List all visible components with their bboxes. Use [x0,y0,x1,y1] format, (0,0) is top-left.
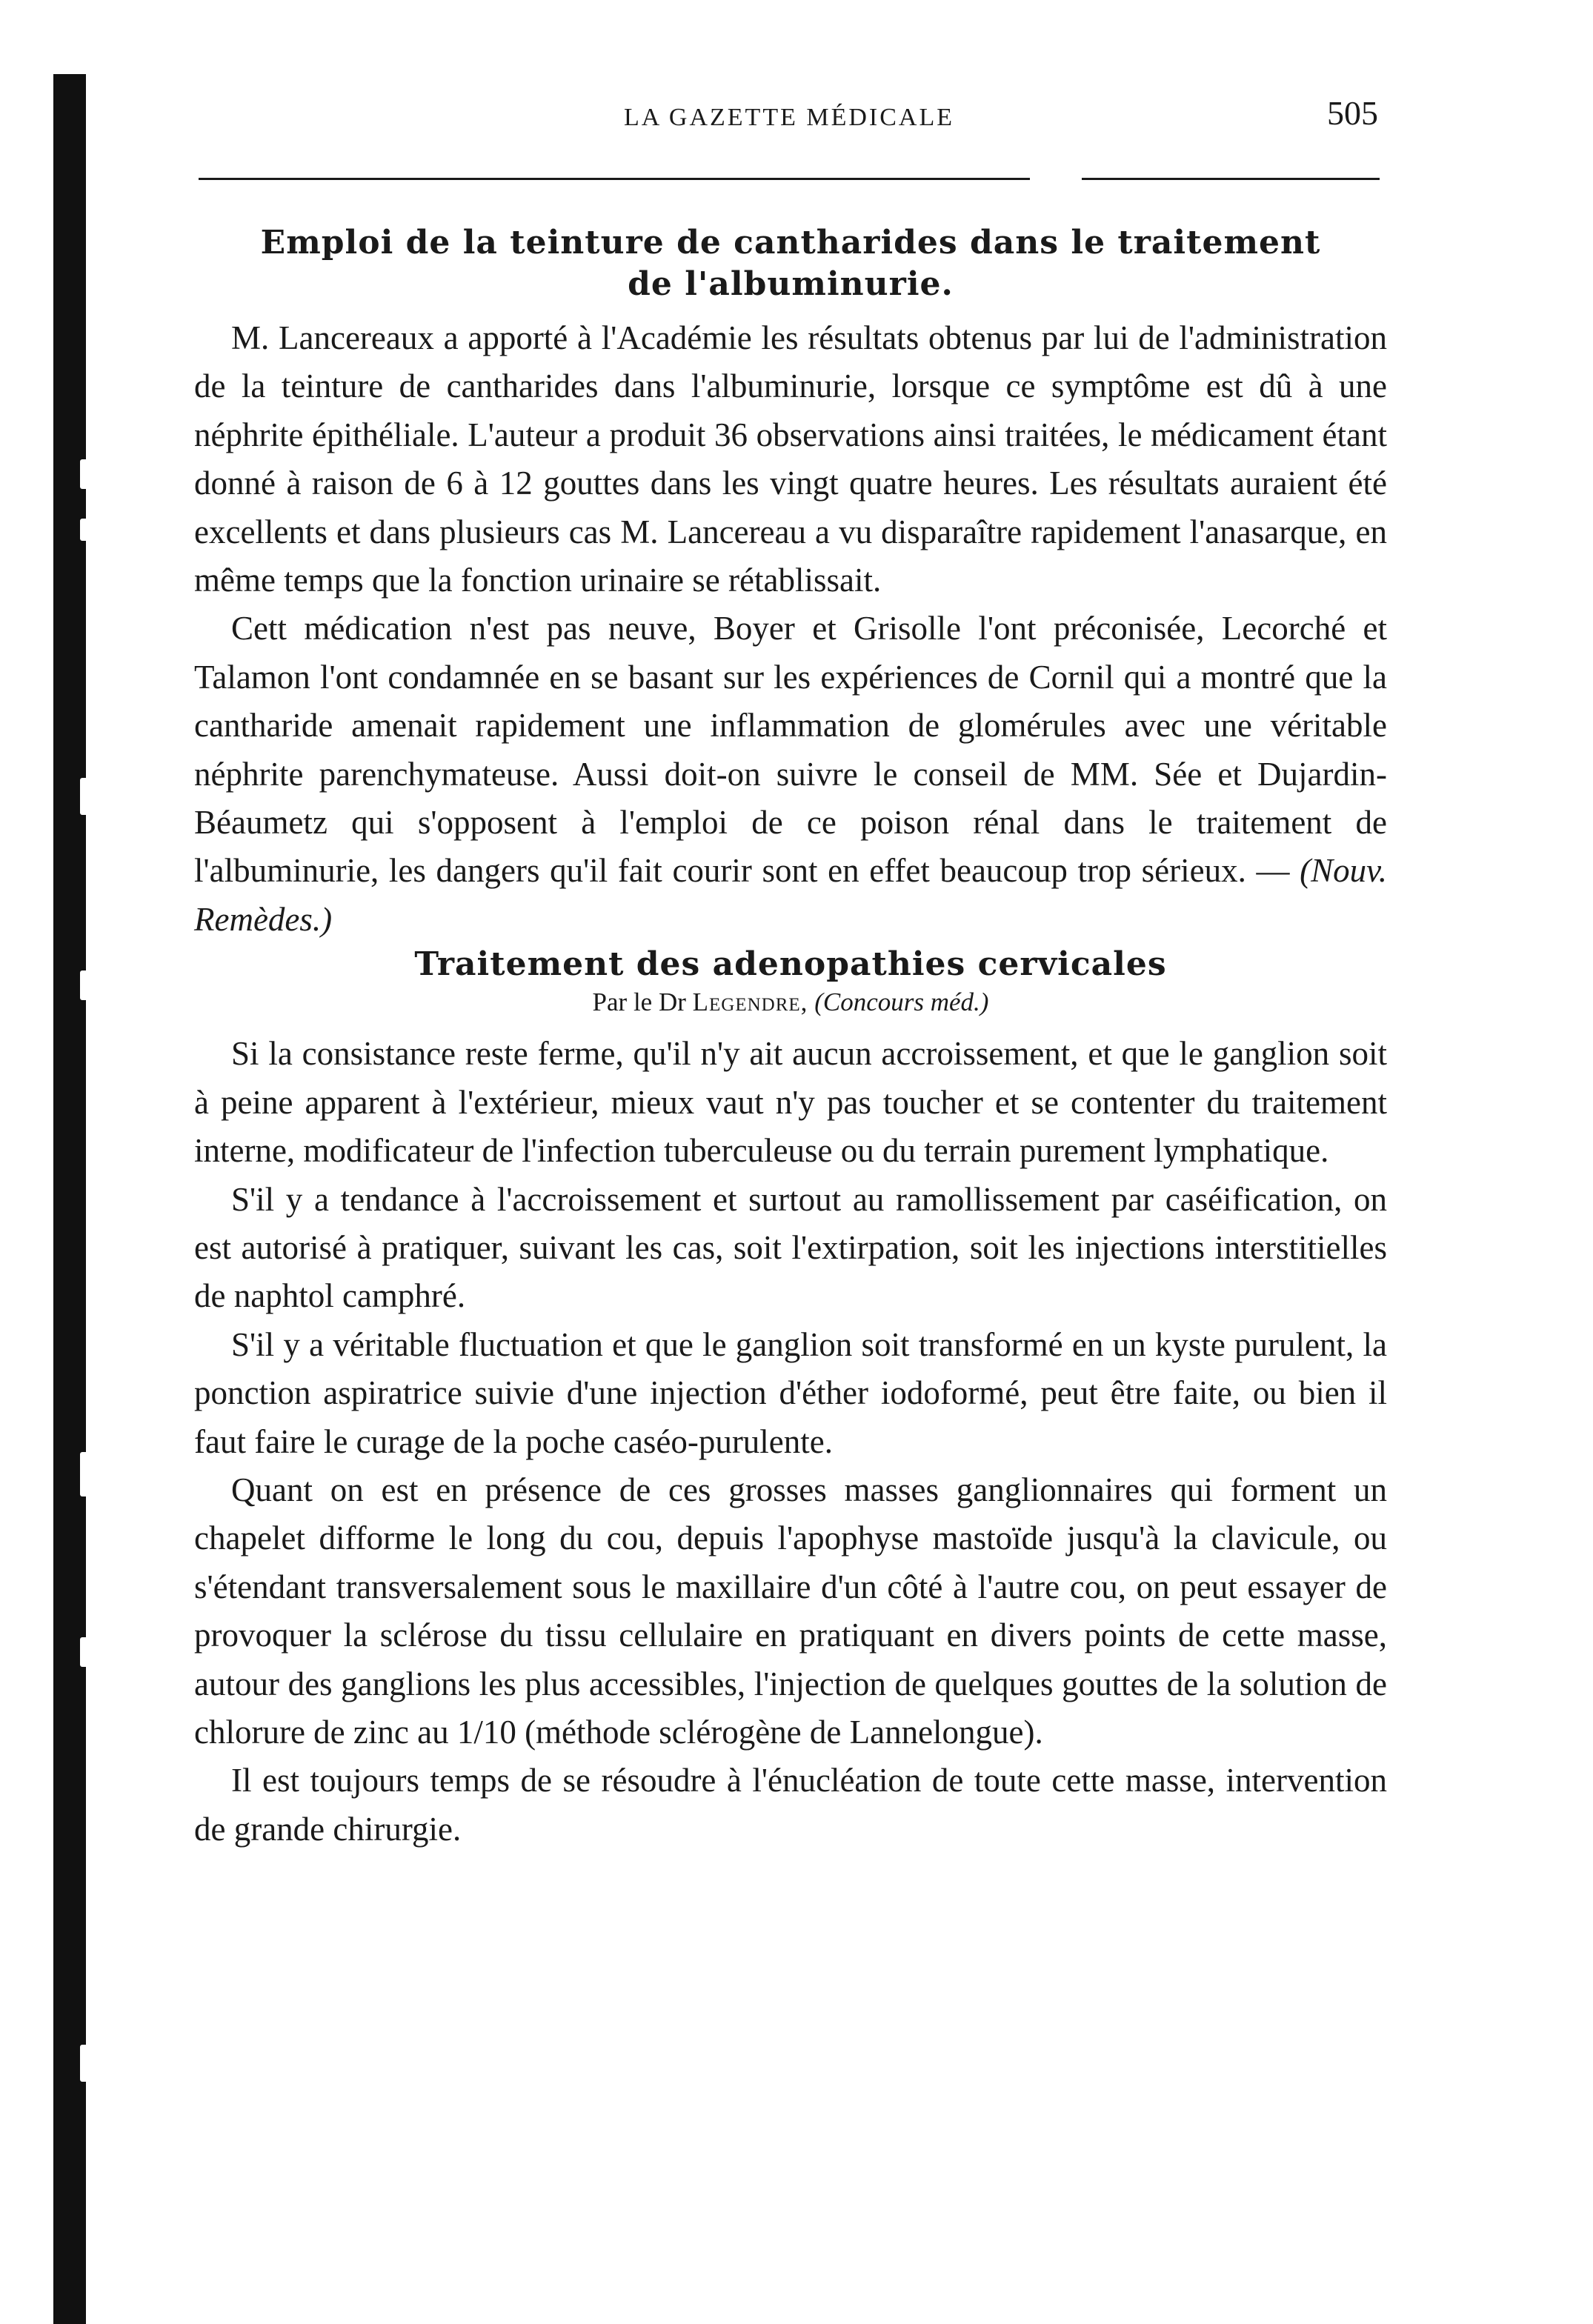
article-title-adenopathies: Traitement des adenopathies cervicales [414,945,1167,984]
page-header [200,94,1378,148]
running-title: LA GAZETTE MÉDICALE [623,104,955,131]
page-number: 505 [1327,94,1378,132]
paragraph-text: Cett médication n'est pas neuve, Boyer et Grisolle l'ont préconisée, Lecorché et Talamon l'ont condamnée en se basant sur les expériences de Cornil qui a montré que la cantharide amenait rapidement une inflammation de glomérules avec une véritable néphrite parenchymateuse. Aussi doit-on suivre le conseil de MM. Sée et Dujardin-Béaumetz qui s'opposent à l'emploi de ce poison rénal dans le traitement de l'albuminurie, les dangers qu'il fait courir sont en effet beaucoup trop sérieux. — [194,610,1387,890]
paragraph: Quant on est en présence de ces grosses masses ganglionnaires qui forment un chapelet difforme le long du cou, depuis l'apophyse mastoïde jusqu'à la clavicule, ou s'étendant transversalement sous le maxillaire d'un côté à l'autre cou, on peut essayer de provoquer la sclérose du tissu cellulaire en pratiquant en divers points de cette masse, autour des ganglions les plus accessibles, l'injection de quelques gouttes de la solution de chlorure de zinc au 1/10 (méthode sclérogène de Lannelongue). [194,1471,1387,1751]
paragraph: Il est toujours temps de se résoudre à l'énucléation de toute cette masse, intervention de grande chirurgie. [194,1762,1387,1848]
byline-prefix: Par le Dr [592,988,686,1017]
paragraph: M. Lancereaux a apporté à l'Académie les résultats obtenus par lui de l'administration de la teinture de cantharides dans l'albuminurie, lorsque ce symptôme est dû à une néphrite épithéliale. L'auteur a produit 36 observations ainsi traitées, le médicament étant donné à raison de 6 à 12 gouttes dans les vingt quatre heures. Les résultats auraient été excellents et dans plusieurs cas M. Lancereau a vu disparaître rapidement l'anasarque, en même temps que la fonction urinaire se rétablissait. [194,319,1387,599]
byline [194,985,1387,1019]
paragraph: S'il y a tendance à l'accroissement et surtout au ramollissement par caséification, on est autorisé à pratiquer, suivant les cas, soit l'extirpation, soit les injections interstitielles de naphtol camphré. [194,1180,1387,1315]
header-rule-gap [1030,177,1082,181]
paragraph: S'il y a véritable fluctuation et que le ganglion soit transformé en un kyste purulent, la ponction aspiratrice suivie d'une injection d'éther iodoformé, peut être faite, ou bien il faut faire le curage de la poche caséo-purulente. [194,1325,1387,1460]
source-citation: (Nouv. Remèdes.) [194,852,1387,938]
header-rule [199,178,1380,180]
paragraph-with-source [194,605,1387,944]
article-title-line-2: de l'albuminurie. [628,265,954,303]
article-title-line-1: Emploi de la teinture de cantharides dans le traitement [260,224,1321,262]
byline-author: Legendre, [692,988,808,1017]
paragraph: Si la consistance reste ferme, qu'il n'y ait aucun accroissement, et que le ganglion soit à peine apparent à l'extérieur, mieux vaut n'y pas toucher et se contenter du traitement interne, modificateur de l'infection tuberculeuse ou du terrain purement lymphatique. [194,1035,1387,1170]
article-title-albuminurie [194,222,1387,305]
scan-binding-edge [53,44,86,2324]
byline-source: (Concours méd.) [814,988,989,1017]
page-body [194,222,1387,1854]
